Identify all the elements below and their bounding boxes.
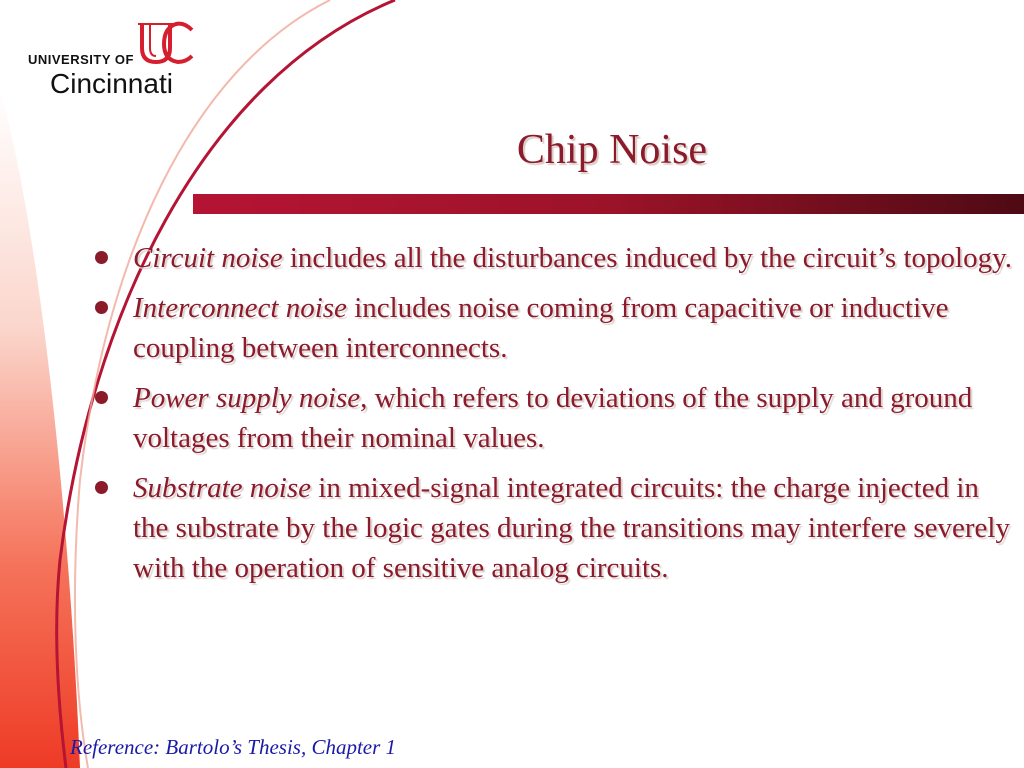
university-logo: [28, 18, 198, 99]
bullet-text: includes all the disturbances induced by the circuit’s topology.: [282, 242, 1012, 274]
bullet-text: , which refers to deviations of the supply and ground voltages from their nominal values.: [133, 382, 973, 454]
reference-note: Reference: Bartolo’s Thesis, Chapter 1: [70, 735, 397, 759]
logo-city: Cincinnati: [50, 68, 173, 99]
bullet-dot-icon: [95, 481, 108, 494]
bullet-term: Interconnect noise: [133, 292, 347, 324]
bullet-dot-icon: [95, 251, 108, 264]
bullet-dot-icon: [95, 301, 108, 314]
bullet-item: [93, 238, 1018, 278]
bullet-text: in mixed-signal integrated circuits: the charge injected in the substrate by the logic gates during the transitions may interfere severely with the operation of sensitive analog circuits.: [133, 472, 1010, 584]
logo-university-of: UNIVERSITY OF: [28, 52, 134, 67]
bullet-dot-icon: [95, 391, 108, 404]
bullet-text: includes noise coming from capacitive or inductive coupling between interconnects.: [133, 292, 949, 364]
bullet-term: Substrate noise: [133, 472, 312, 504]
bullet-item: [93, 468, 1018, 588]
bullet-term: Power supply noise: [133, 382, 361, 414]
bullet-term: Circuit noise: [133, 242, 283, 274]
slide-title: Chip Noise: [516, 127, 708, 173]
uc-monogram-icon: [136, 18, 196, 68]
bullet-item: [93, 378, 1018, 458]
bullet-item: [93, 288, 1018, 368]
bullet-list: [93, 238, 1018, 598]
title-underline-bar: [193, 194, 1024, 214]
